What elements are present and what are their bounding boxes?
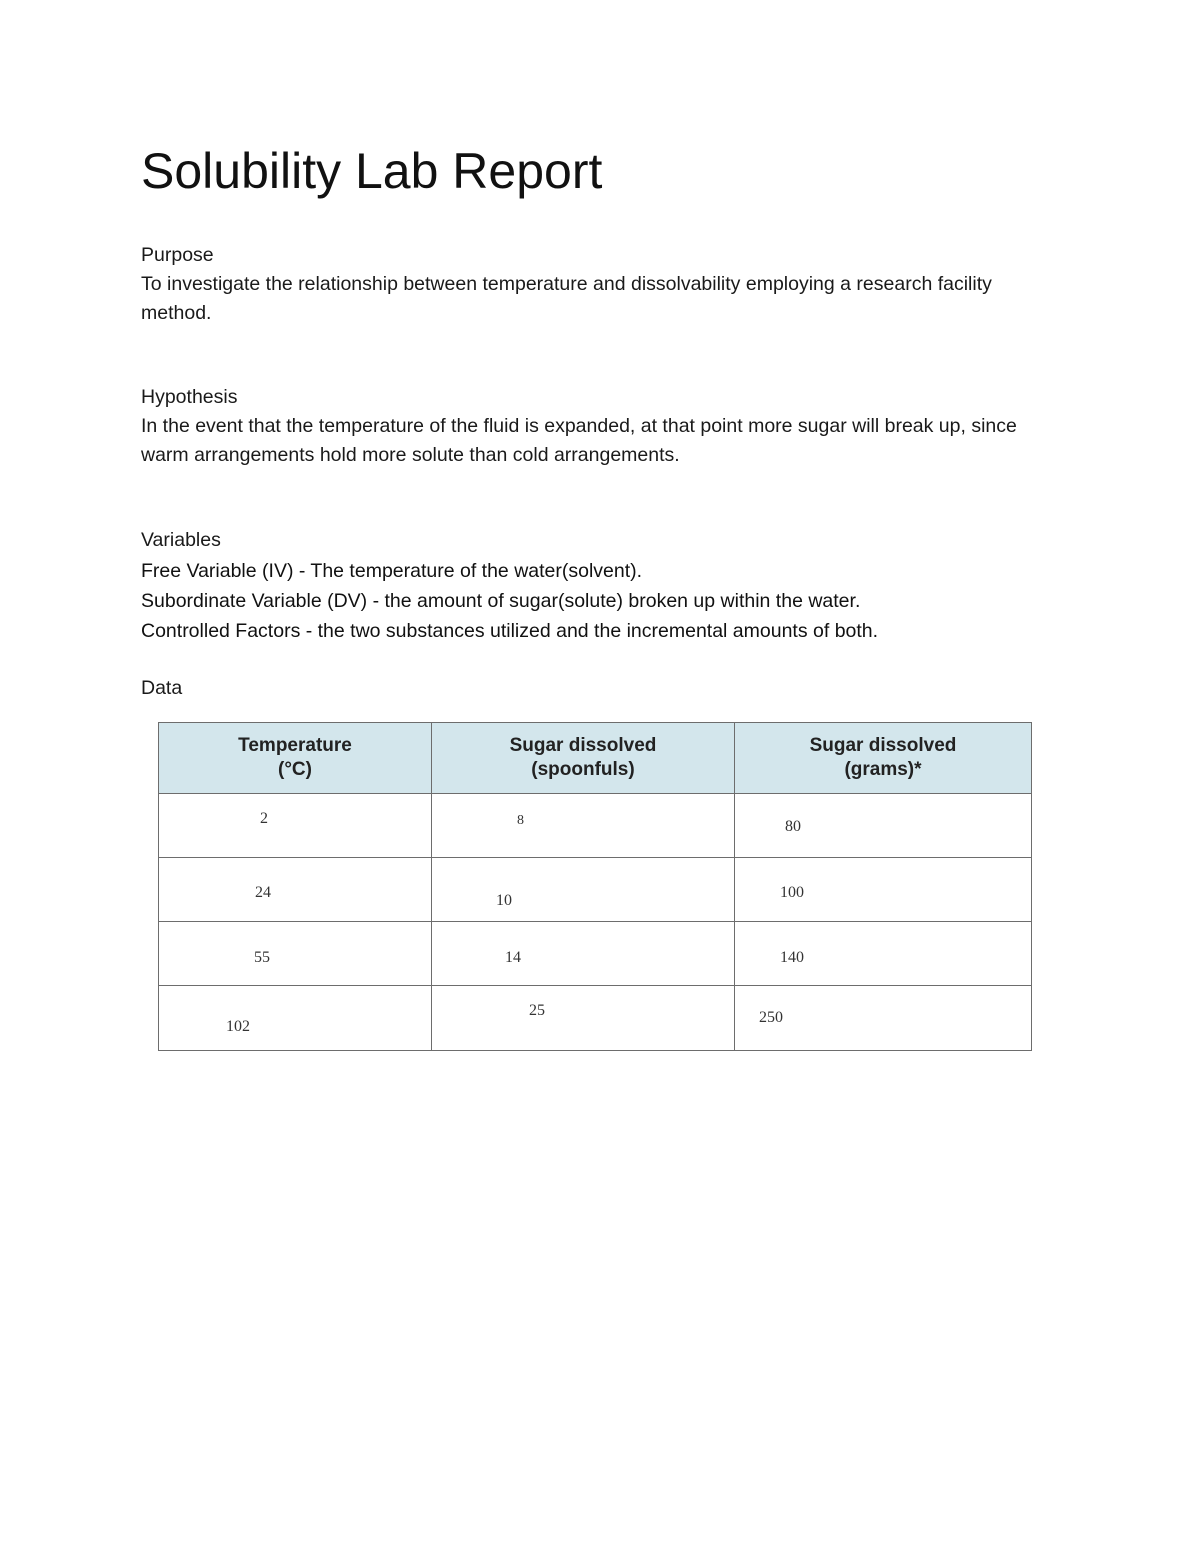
table-cell	[432, 986, 735, 1051]
header-spoonfuls	[432, 723, 735, 794]
header-spoonfuls-line1: Sugar dissolved	[509, 735, 657, 756]
table-cell	[432, 858, 735, 922]
hypothesis-body: In the event that the temperature of the fluid is expanded, at that point more sugar will break up, since warm arrangements hold more solute than cold arrangements.	[141, 415, 1017, 466]
table-row	[159, 986, 1032, 1051]
data-section	[141, 674, 1101, 703]
cell-spoonfuls: 8	[517, 813, 524, 828]
cell-spoonfuls: 14	[505, 949, 521, 966]
variables-section	[141, 526, 1101, 646]
cell-temperature: 2	[260, 810, 268, 827]
table-cell	[432, 922, 735, 986]
cell-grams: 250	[759, 1009, 783, 1026]
cell-grams: 140	[780, 949, 804, 966]
table-cell	[159, 858, 432, 922]
table-cell	[159, 986, 432, 1051]
table-cell	[159, 922, 432, 986]
cell-grams: 100	[780, 884, 804, 901]
cell-grams: 80	[785, 818, 801, 835]
cell-spoonfuls: 25	[529, 1002, 545, 1019]
table-cell	[432, 794, 735, 858]
cell-temperature: 24	[255, 884, 271, 901]
purpose-body: To investigate the relationship between temperature and dissolvability employing a research facility method.	[141, 273, 992, 324]
header-spoonfuls-line2: (spoonfuls)	[531, 759, 635, 780]
header-grams-line1: Sugar dissolved	[809, 735, 957, 756]
variable-line-controlled: Controlled Factors - the two substances utilized and the incremental amounts of both.	[141, 620, 879, 642]
table-cell	[735, 858, 1032, 922]
data-heading: Data	[141, 677, 183, 699]
table-cell	[735, 922, 1032, 986]
purpose-heading: Purpose	[141, 244, 214, 266]
variables-heading: Variables	[141, 529, 221, 551]
hypothesis-heading: Hypothesis	[141, 386, 238, 408]
variable-line-dv: Subordinate Variable (DV) - the amount of sugar(solute) broken up within the water.	[141, 590, 861, 612]
header-temperature	[159, 723, 432, 794]
purpose-section	[141, 241, 1101, 328]
data-table-container	[158, 722, 1031, 1053]
table-row	[159, 922, 1032, 986]
header-grams	[735, 723, 1032, 794]
table-cell	[159, 794, 432, 858]
header-temperature-line1: Temperature	[238, 735, 352, 756]
table-row	[159, 794, 1032, 858]
cell-temperature: 55	[254, 949, 270, 966]
data-table	[158, 722, 1032, 1051]
table-row	[159, 858, 1032, 922]
variable-line-iv: Free Variable (IV) - The temperature of the water(solvent).	[141, 560, 643, 582]
table-cell	[735, 986, 1032, 1051]
table-cell	[735, 794, 1032, 858]
cell-temperature: 102	[226, 1018, 250, 1035]
page-title: Solubility Lab Report	[141, 143, 603, 199]
hypothesis-section	[141, 383, 1101, 470]
header-grams-line2: (grams)*	[844, 759, 922, 780]
table-header-row	[159, 723, 1032, 794]
header-temperature-line2: (°C)	[278, 759, 312, 780]
cell-spoonfuls: 10	[496, 892, 512, 909]
